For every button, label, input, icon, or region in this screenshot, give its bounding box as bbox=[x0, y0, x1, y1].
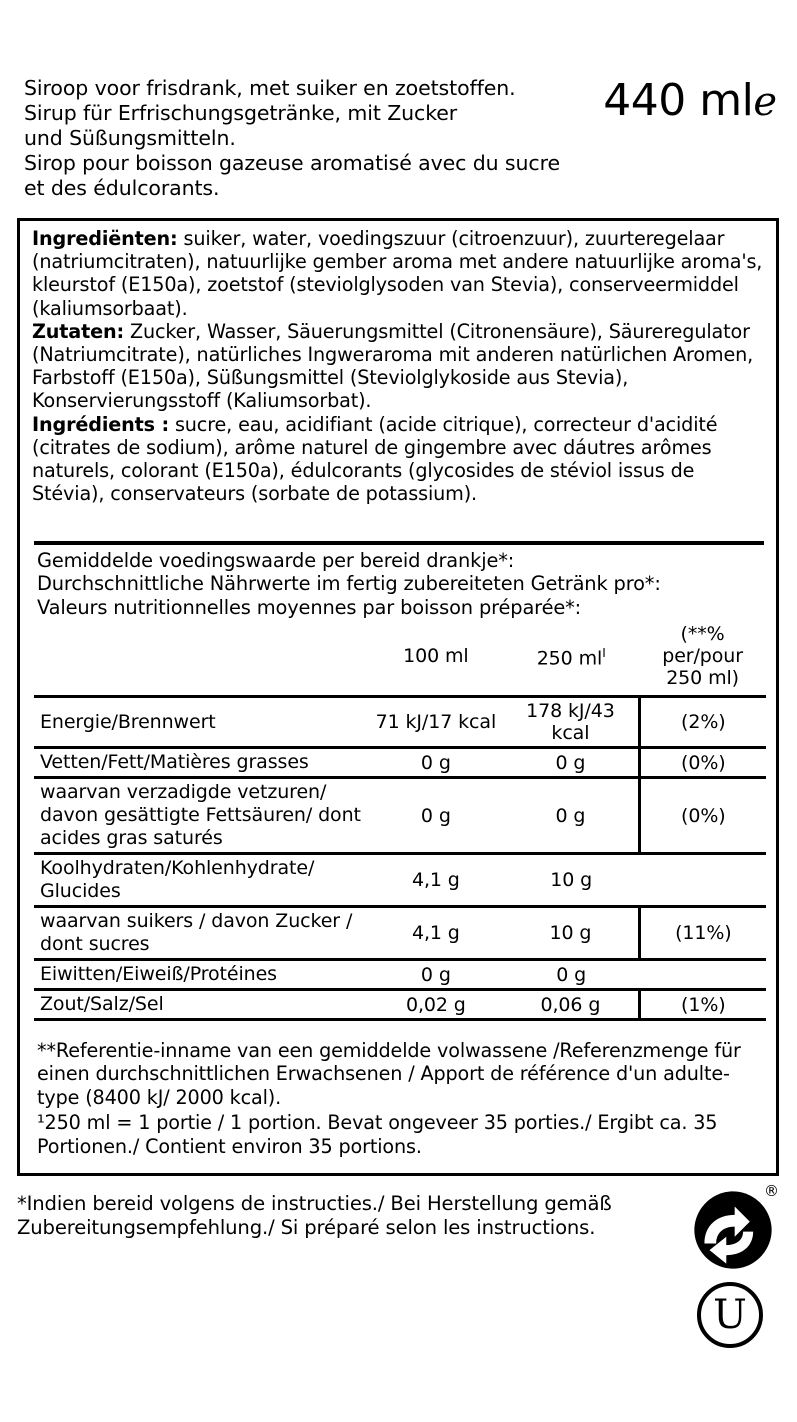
ingredients-nl-label: Ingrediënten: bbox=[32, 227, 178, 250]
nutrition-row-label: Zout/Salz/Sel bbox=[40, 993, 164, 1015]
nutrition-row-label: Eiwitten/Eiweiß/Protéines bbox=[40, 963, 277, 985]
nutrition-header-100ml: 100 ml bbox=[403, 645, 469, 667]
recycle-icon bbox=[691, 1188, 775, 1272]
nutrition-table-body bbox=[34, 697, 766, 1020]
table-row bbox=[34, 960, 766, 990]
nutrition-row-100ml: 0 g bbox=[420, 751, 451, 774]
nutrition-row-100ml: 4,1 g bbox=[411, 922, 460, 944]
nutrition-header-percent-line1: (**% per/pour bbox=[662, 623, 743, 667]
nutrition-row-label: Energie/Brennwert bbox=[40, 710, 216, 733]
nutrition-row-100ml: 0 g bbox=[420, 804, 451, 827]
table-row bbox=[34, 990, 766, 1020]
ingredients-block bbox=[32, 227, 770, 505]
nutrition-row-percent: (0%) bbox=[639, 778, 766, 854]
nutrition-heading-fr: Valeurs nutritionnelles moyennes par boisson préparée*: bbox=[37, 595, 582, 619]
nutrition-row-100ml: 0 g bbox=[420, 963, 451, 986]
ingredients-fr bbox=[32, 413, 770, 506]
estimated-sign-icon: e bbox=[753, 79, 777, 125]
description-line-de-1: Sirup für Erfrischungsgetränke, mit Zucker bbox=[24, 101, 458, 125]
nutrition-table-head bbox=[34, 621, 766, 697]
nutrition-row-label: waarvan suikers / davon Zucker / dont sucres bbox=[40, 910, 353, 955]
nutrition-row-250ml: 178 kJ/43 kcal bbox=[526, 700, 615, 744]
ingredients-de bbox=[32, 320, 770, 413]
nutrition-row-250ml: 10 g bbox=[550, 869, 593, 891]
product-description bbox=[24, 76, 614, 201]
nutrition-row-percent bbox=[639, 854, 766, 907]
nutrition-header-250ml bbox=[503, 621, 639, 697]
table-row bbox=[34, 697, 766, 748]
table-row bbox=[34, 748, 766, 778]
nutrition-row-250ml: 0 g bbox=[556, 963, 587, 986]
nutrition-row-label: Koolhydraten/Kohlenhydrate/ Glucides bbox=[40, 857, 315, 902]
nutrition-row-100ml: 4,1 g bbox=[411, 869, 460, 891]
description-line-fr-1: Sirop pour boisson gazeuse aromatisé avec du sucre bbox=[24, 151, 560, 175]
nutrition-row-250ml: 10 g bbox=[549, 922, 592, 944]
kosher-certification-icon bbox=[697, 1282, 763, 1348]
nutrition-row-percent: (0%) bbox=[639, 748, 766, 778]
table-row bbox=[34, 778, 766, 854]
nutrition-header-250ml-sup: I bbox=[602, 646, 606, 661]
net-volume-value: 440 ml bbox=[603, 75, 754, 126]
nutrition-row-250ml: 0 g bbox=[555, 751, 586, 774]
nutrition-footnotes bbox=[37, 1039, 763, 1158]
nutrition-frame bbox=[17, 218, 779, 1176]
kosher-letter: U bbox=[713, 1292, 747, 1338]
ingredients-nl-text: suiker, water, voedingszuur (citroenzuur), zuurteregelaar (natriumcitraten), natuurlijke gember aroma met andere natuurlijke aroma's, kleurstof (E150a), zoetstof (steviolglysoden van Stevia), conserveermiddel (kaliumsorbaat). bbox=[32, 227, 763, 320]
nutrition-row-250ml: 0,06 g bbox=[540, 993, 601, 1016]
ingredients-de-label: Zutaten: bbox=[32, 319, 125, 343]
nutrition-row-percent bbox=[639, 960, 766, 990]
divider-above-nutrition bbox=[34, 541, 764, 545]
nutrition-table bbox=[34, 621, 766, 1021]
nutrition-header-percent bbox=[639, 621, 766, 697]
nutrition-row-100ml: 71 kJ/17 kcal bbox=[375, 711, 497, 733]
nutrition-row-label: Vetten/Fett/Matières grasses bbox=[40, 751, 309, 773]
description-line-fr-2: et des édulcorants. bbox=[24, 176, 220, 200]
table-row bbox=[34, 854, 766, 907]
registered-trademark-symbol: ® bbox=[764, 1182, 779, 1200]
nutrition-heading bbox=[37, 549, 761, 619]
footnote-portion-info: ¹250 ml = 1 portie / 1 portion. Bevat ongeveer 35 porties./ Ergibt ca. 35 Portionen./ Contient environ 35 portions. bbox=[37, 1111, 718, 1158]
preparation-note: *Indien bereid volgens de instructies./ Bei Herstellung gemäß Zubereitungsempfehlung./ Si préparé selon les instructions. bbox=[17, 1192, 612, 1239]
nutrition-header-row bbox=[34, 621, 766, 697]
nutrition-header-percent-line2: 250 ml) bbox=[666, 667, 739, 689]
nutrition-header-250ml-text: 250 ml bbox=[536, 647, 603, 670]
description-line-de-2: und Süßungsmitteln. bbox=[24, 126, 236, 150]
table-row bbox=[34, 907, 766, 960]
nutrition-row-100ml: 0,02 g bbox=[405, 993, 466, 1016]
ingredients-nl bbox=[32, 227, 770, 320]
nutrition-row-label: waarvan verzadigde vetzuren/ davon gesättigte Fettsäuren/ dont acides gras saturés bbox=[40, 781, 361, 849]
nutrition-row-percent: (1%) bbox=[639, 990, 766, 1020]
nutrition-header-blank bbox=[34, 621, 369, 697]
ingredients-fr-text: sucre, eau, acidifiant (acide citrique), correcteur d'acidité (citrates de sodium), arôme naturel de gingembre avec dáutres arômes naturels, colorant (E150a), édulcorants (glycosides de stéviol issus de Stévia), conservateurs (sorbate de potassium). bbox=[32, 412, 718, 506]
nutrition-row-percent: (2%) bbox=[639, 697, 766, 748]
ingredients-fr-label: Ingrédients : bbox=[32, 412, 169, 436]
nutrition-row-percent: (11%) bbox=[639, 907, 766, 960]
nutrition-heading-de: Durchschnittliche Nährwerte im fertig zubereiteten Getränk pro*: bbox=[37, 572, 661, 596]
description-line-nl: Siroop voor frisdrank, met suiker en zoetstoffen. bbox=[24, 76, 516, 100]
ingredients-de-text: Zucker, Wasser, Säuerungsmittel (Citronensäure), Säureregulator (Natriumcitrate), natürliches Ingweraroma mit anderen natürlichen Aromen, Farbstoff (E150a), Süßungsmittel (Steviolglykoside aus Stevia), Konservierungsstoff (Kaliumsorbat). bbox=[32, 319, 754, 413]
nutrition-row-250ml: 0 g bbox=[555, 804, 586, 827]
footnote-reference-intake: **Referentie-inname van een gemiddelde volwassene /Referenzmenge für einen durchschnittlichen Erwachsenen / Apport de référence d'un adulte-type (8400 kJ/ 2000 kcal). bbox=[37, 1039, 741, 1109]
nutrition-heading-nl: Gemiddelde voedingswaarde per bereid drankje*: bbox=[37, 549, 515, 572]
net-volume bbox=[603, 75, 777, 126]
